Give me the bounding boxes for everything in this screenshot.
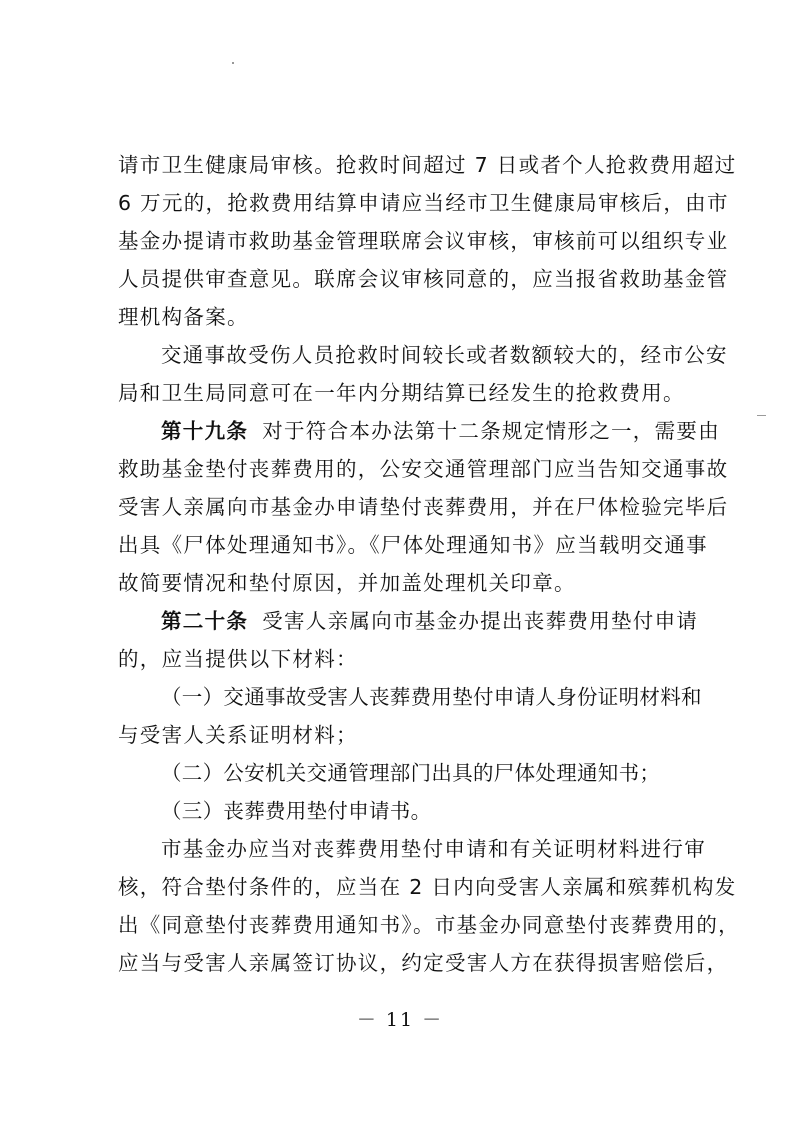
text-line: 基金办提请市救助基金管理联席会议审核，审核前可以组织专业 [118, 229, 729, 253]
body-text [118, 146, 740, 982]
text-line: 交通事故受伤人员抢救时间较长或者数额较大的，经市公安 [161, 343, 728, 367]
article-20-first-line [118, 602, 718, 640]
text-line: 受害人亲属向市基金办申请垫付丧葬费用，并在尸体检验完毕后 [118, 495, 729, 519]
text-line: 核，符合垫付条件的，应当在 2 日内向受害人亲属和殡葬机构发 [118, 875, 737, 899]
text-line: 与受害人关系证明材料； [118, 723, 358, 747]
text-line: 故简要情况和垫付原因，并加盖处理机关印章。 [118, 571, 576, 595]
text-line: 人员提供审查意见。联席会议审核同意的，应当报省救助基金管 [118, 267, 729, 291]
article-19-first-line [118, 412, 721, 450]
list-item: （二）公安机关交通管理部门出具的尸体处理通知书； [161, 761, 661, 785]
text-line: 受害人亲属向市基金办提出丧葬费用垫付申请 [262, 609, 699, 633]
text-line: 理机构备案。 [118, 305, 249, 329]
page-number: － 11 － [356, 1009, 444, 1031]
text-line: 的，应当提供以下材料： [118, 647, 358, 671]
text-line: 市基金办应当对丧葬费用垫付申请和有关证明材料进行审 [161, 837, 706, 861]
text-line: 6 万元的，抢救费用结算申请应当经市卫生健康局审核后，由市 [118, 191, 729, 215]
scan-mark [757, 415, 766, 416]
list-item: （一）交通事故受害人丧葬费用垫付申请人身份证明材料和 [161, 685, 702, 709]
text-line: 局和卫生局同意可在一年内分期结算已经发生的抢救费用。 [118, 381, 685, 405]
text-line: 应当与受害人亲属签订协议，约定受害人方在获得损害赔偿后， [118, 951, 729, 975]
article-heading: 第十九条 [161, 419, 249, 443]
list-item: （三）丧葬费用垫付申请书。 [161, 799, 432, 823]
text-line: 出《同意垫付丧葬费用通知书》。市基金办同意垫付丧葬费用的， [118, 913, 740, 937]
text-line: 出具《尸体处理通知书》。《尸体处理通知书》应当载明交通事 [118, 533, 708, 557]
text-line: 救助基金垫付丧葬费用的，公安交通管理部门应当告知交通事故 [118, 457, 729, 481]
scan-speck [232, 62, 234, 64]
article-heading: 第二十条 [161, 609, 249, 633]
text-line: 请市卫生健康局审核。抢救时间超过 7 日或者个人抢救费用超过 [118, 153, 737, 177]
text-line: 对于符合本办法第十二条规定情形之一，需要由 [262, 419, 721, 443]
